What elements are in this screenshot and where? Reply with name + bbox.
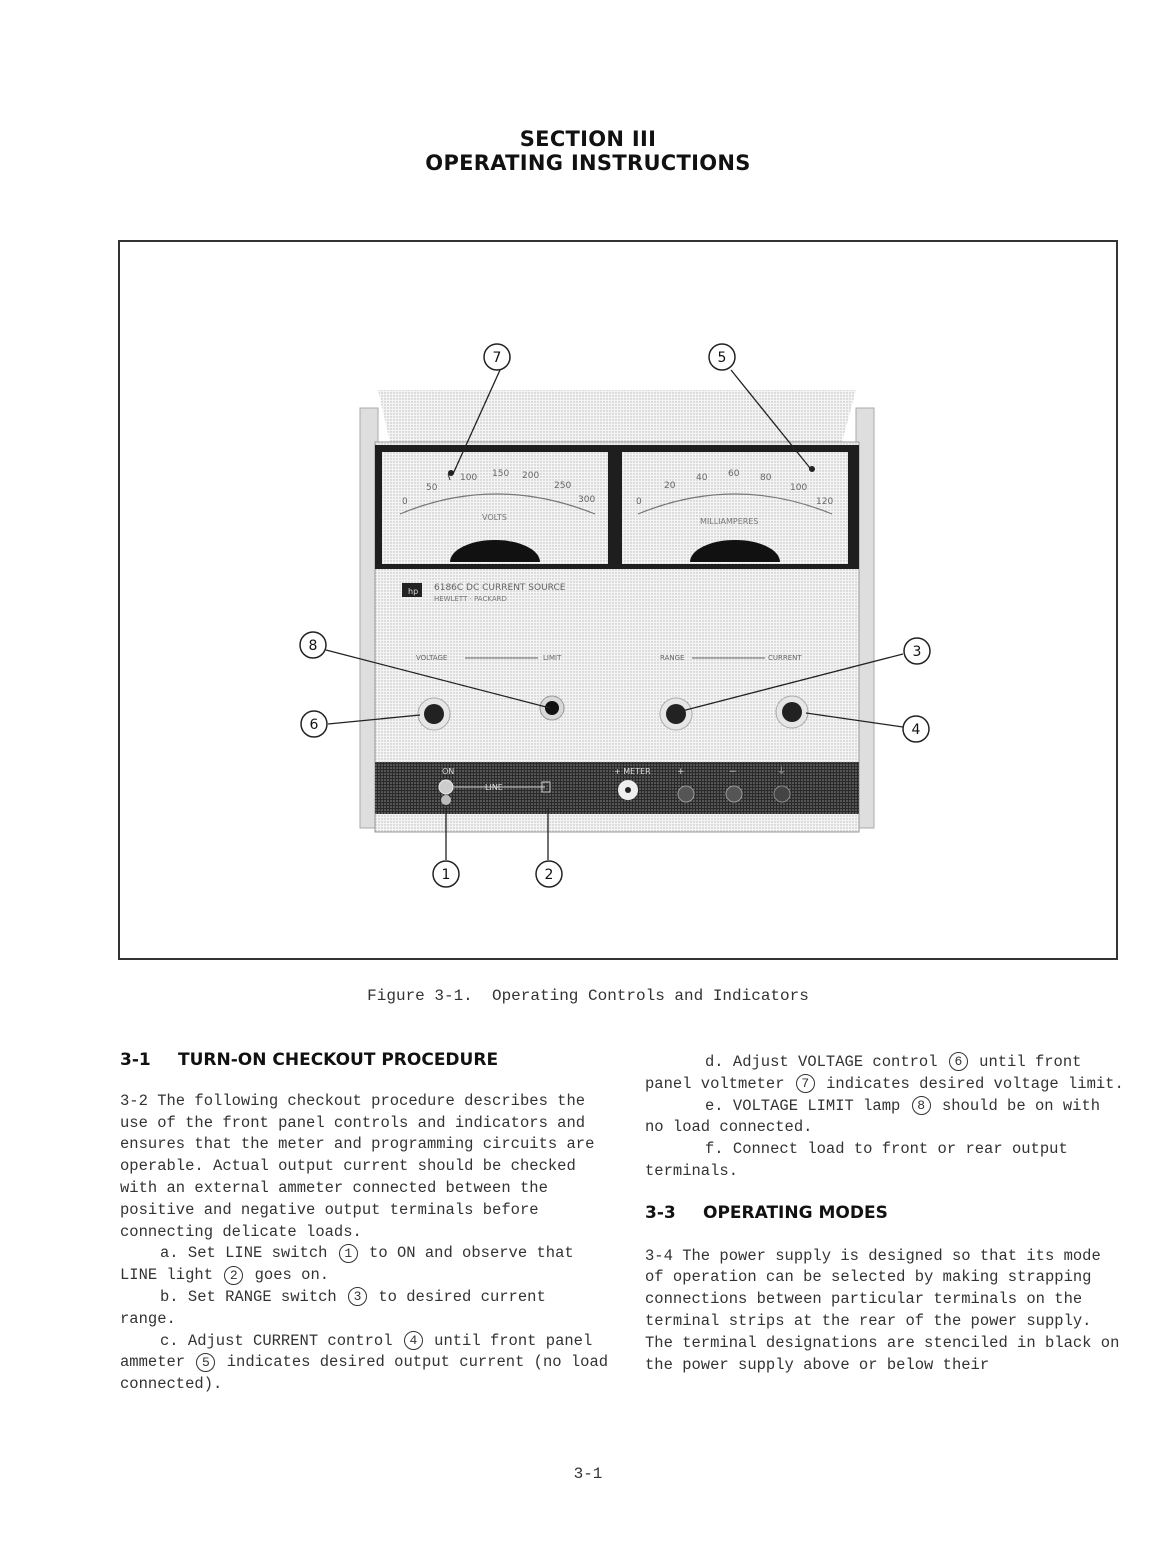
svg-text:3: 3 (912, 644, 922, 660)
ammeter-tick-0: 0 (636, 497, 642, 507)
range-label: RANGE (660, 654, 685, 662)
ref-2: 2 (224, 1266, 243, 1285)
model-nameplate: 6186C DC CURRENT SOURCE (434, 583, 566, 593)
on-label: ON (442, 767, 455, 776)
ground-terminal[interactable] (774, 786, 790, 802)
plus-terminal-label: + (677, 767, 685, 777)
ammeter-tick-40: 40 (696, 473, 708, 483)
callout-8 (300, 632, 326, 658)
section-3-1-heading (120, 1050, 610, 1072)
svg-text:8: 8 (308, 638, 318, 654)
meter-label: + METER (614, 767, 651, 776)
section-title: OPERATING MODES (703, 1202, 888, 1223)
section-number: 3-3 (645, 1202, 676, 1223)
ref-3: 3 (348, 1287, 367, 1306)
svg-text:6: 6 (309, 717, 319, 733)
callout-7 (484, 344, 510, 370)
range-switch-knob[interactable] (666, 704, 686, 724)
line-light (439, 780, 453, 794)
ammeter-tick-120: 120 (816, 497, 834, 507)
voltmeter-tick-150: 150 (492, 469, 510, 479)
callout-5 (709, 344, 735, 370)
right-column (645, 1052, 1125, 1376)
svg-text:5: 5 (717, 350, 727, 366)
limit-label: LIMIT (543, 654, 562, 662)
voltmeter-tick-0: 0 (402, 497, 408, 507)
callout-2 (536, 861, 562, 887)
ammeter-tick-60: 60 (728, 469, 740, 479)
voltage-control-knob[interactable] (424, 704, 444, 724)
voltmeter-tick-300: 300 (578, 495, 596, 505)
ground-terminal-label: ⏚ (777, 767, 787, 777)
ammeter-tick-20: 20 (664, 481, 676, 491)
ref-7: 7 (796, 1074, 815, 1093)
callout-4 (903, 716, 929, 742)
step-a: a. Set LINE switch 1 to ON and observe that LINE light 2 goes on. (120, 1244, 574, 1285)
page-title: OPERATING INSTRUCTIONS (425, 151, 751, 175)
voltmeter-unit-label: VOLTS (482, 513, 507, 522)
voltmeter (382, 452, 608, 564)
svg-text:7: 7 (492, 350, 502, 366)
ref-4: 4 (404, 1331, 423, 1350)
paragraph-3-2: 3-2 The following checkout procedure describes the use of the front panel controls and indicators and ensures that the meter and programming circuits are operable. Actual output current should be checked with an external ammeter connected between the positive and negative output terminals before connecting delicate loads. (120, 1091, 595, 1241)
callout-3 (904, 638, 930, 664)
ref-5: 5 (196, 1353, 215, 1372)
ref-8: 8 (912, 1096, 931, 1115)
left-column (120, 1050, 610, 1396)
minus-terminal-label: − (729, 767, 737, 777)
step-c: c. Adjust CURRENT control 4 until front panel ammeter 5 indicates desired output current (no load connected). (120, 1331, 609, 1394)
ammeter-tick-100: 100 (790, 483, 808, 493)
ref-1: 1 (339, 1244, 358, 1263)
plus-output-terminal[interactable] (678, 786, 694, 802)
line-label: LINE (485, 783, 503, 792)
ammeter-unit-label: MILLIAMPERES (700, 517, 759, 526)
ref-6: 6 (949, 1052, 968, 1071)
svg-text:4: 4 (911, 722, 921, 738)
section-3-3-heading (645, 1203, 1125, 1225)
voltmeter-tick-50: 50 (426, 483, 438, 493)
paragraph-3-4: 3-4 The power supply is designed so that its mode of operation can be selected by making strapping connections between particular terminals on the terminal strips at the rear of the power supply. The terminal designations are stenciled in black on the power supply above or below their (645, 1246, 1120, 1374)
instrument-photo (120, 242, 1120, 962)
cabinet-top (378, 390, 856, 442)
voltage-label: VOLTAGE (416, 654, 448, 662)
page-number: 3-1 (573, 1465, 603, 1483)
step-d: d. Adjust VOLTAGE control 6 until front panel voltmeter 7 indicates desired voltage limit. (645, 1053, 1124, 1093)
step-e: e. VOLTAGE LIMIT lamp 8 should be on with no load connected. (645, 1096, 1101, 1137)
step-f: f. Connect load to front or rear output terminals. (645, 1140, 1068, 1180)
section-title: TURN-ON CHECKOUT PROCEDURE (178, 1050, 499, 1070)
voltage-limit-lamp (545, 701, 559, 715)
current-label: CURRENT (768, 654, 802, 662)
figure-frame (118, 240, 1118, 960)
step-b: b. Set RANGE switch 3 to desired current range. (120, 1287, 546, 1328)
current-control-knob[interactable] (782, 702, 802, 722)
callout-6 (301, 711, 327, 737)
voltmeter-tick-100: 100 (460, 473, 478, 483)
figure-caption: Figure 3-1. Operating Controls and Indicators (367, 987, 809, 1005)
callout-1 (433, 861, 459, 887)
minus-output-terminal[interactable] (726, 786, 742, 802)
voltmeter-tick-250: 250 (554, 481, 572, 491)
svg-text:1: 1 (441, 867, 451, 883)
line-switch[interactable] (441, 795, 451, 805)
section-heading: SECTION III (519, 127, 657, 151)
ammeter-tick-80: 80 (760, 473, 772, 483)
logo-letters: hp (408, 587, 419, 596)
svg-text:2: 2 (544, 867, 554, 883)
section-number: 3-1 (120, 1050, 151, 1070)
voltmeter-tick-200: 200 (522, 471, 540, 481)
maker-nameplate: HEWLETT · PACKARD (434, 595, 507, 603)
